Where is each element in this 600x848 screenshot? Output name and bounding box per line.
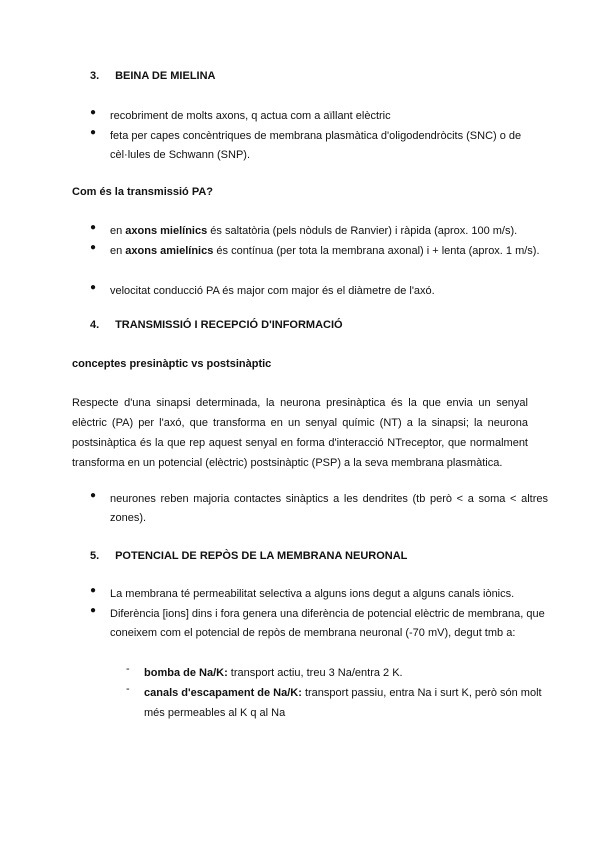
section-3-heading [90, 70, 216, 82]
dash-icon: - [126, 663, 130, 675]
bullet-icon: ● [90, 282, 97, 293]
bullet-icon: ● [90, 242, 97, 253]
section-5-heading [90, 550, 407, 562]
list-item-text: canals d'escapament de Na/K: transport passiu, entra Na i surt K, però són molt més permeables al K q al Na [144, 687, 542, 719]
list-item-text: feta per capes concèntriques de membrana plasmàtica d'oligodendròcits (SNC) o de cèl·lules de Schwann (SNP). [110, 130, 522, 161]
section-4-heading [90, 319, 343, 331]
bullet-icon: ● [90, 127, 97, 138]
list-item-text: bomba de Na/K: transport actiu, treu 3 Na/entra 2 K. [144, 667, 403, 679]
bullet-icon: ● [90, 107, 97, 118]
section-4-title: TRANSMISSIÓ I RECEPCIÓ D'INFORMACIÓ [115, 319, 343, 331]
list-item-text: La membrana té permeabilitat selectiva a alguns ions degut a alguns canals iònics. [110, 588, 515, 600]
section-5-number: 5. [90, 550, 100, 562]
bullet-icon: ● [90, 605, 97, 616]
list-item-text: en axons mielínics és saltatòria (pels nòduls de Ranvier) i ràpida (aprox. 100 m/s). [110, 225, 518, 237]
bullet-icon: ● [90, 490, 97, 501]
section-4-subtitle: conceptes presinàptic vs postsinàptic [72, 358, 272, 370]
section-3-title: BEINA DE MIELINA [115, 70, 216, 82]
list-item-text: velocitat conducció PA és major com major és el diàmetre de l'axó. [110, 285, 435, 297]
bullet-icon: ● [90, 585, 97, 596]
list-item-text: recobriment de molts axons, q actua com a aïllant elèctric [110, 110, 391, 122]
section-3-number: 3. [90, 70, 100, 82]
list-item-text: neurones reben majoria contactes sinàptics a les dendrites (tb però < a soma < altres zones). [110, 493, 548, 524]
bullet-icon: ● [90, 222, 97, 233]
dash-icon: - [126, 683, 130, 695]
list-item-text: Diferència [ions] dins i fora genera una diferència de potencial elèctric de membrana, que coneixem com el potencial de repòs de membrana neuronal (-70 mV), degut tmb a: [110, 608, 545, 639]
section-5-title: POTENCIAL DE REPÒS DE LA MEMBRANA NEURONAL [115, 550, 408, 562]
list-item-text: en axons amielínics és contínua (per tota la membrana axonal) i + lenta (aprox. 1 m/s). [110, 245, 540, 257]
transmission-title: Com és la transmissió PA? [72, 186, 214, 198]
section-4-paragraph: Respecte d'una sinapsi determinada, la neurona presinàptica és la que envia un senyal elèctric (PA) per l'axó, que transforma en un senyal químic (NT) a la sinapsi; la neurona postsinàptica és la que rep aquest senyal en forma d'interacció NTreceptor, que normalment transforma en un potencial (elèctric) postsinàptic (PSP) a la seva membrana plasmàtica. [72, 397, 528, 469]
section-4-number: 4. [90, 319, 100, 331]
